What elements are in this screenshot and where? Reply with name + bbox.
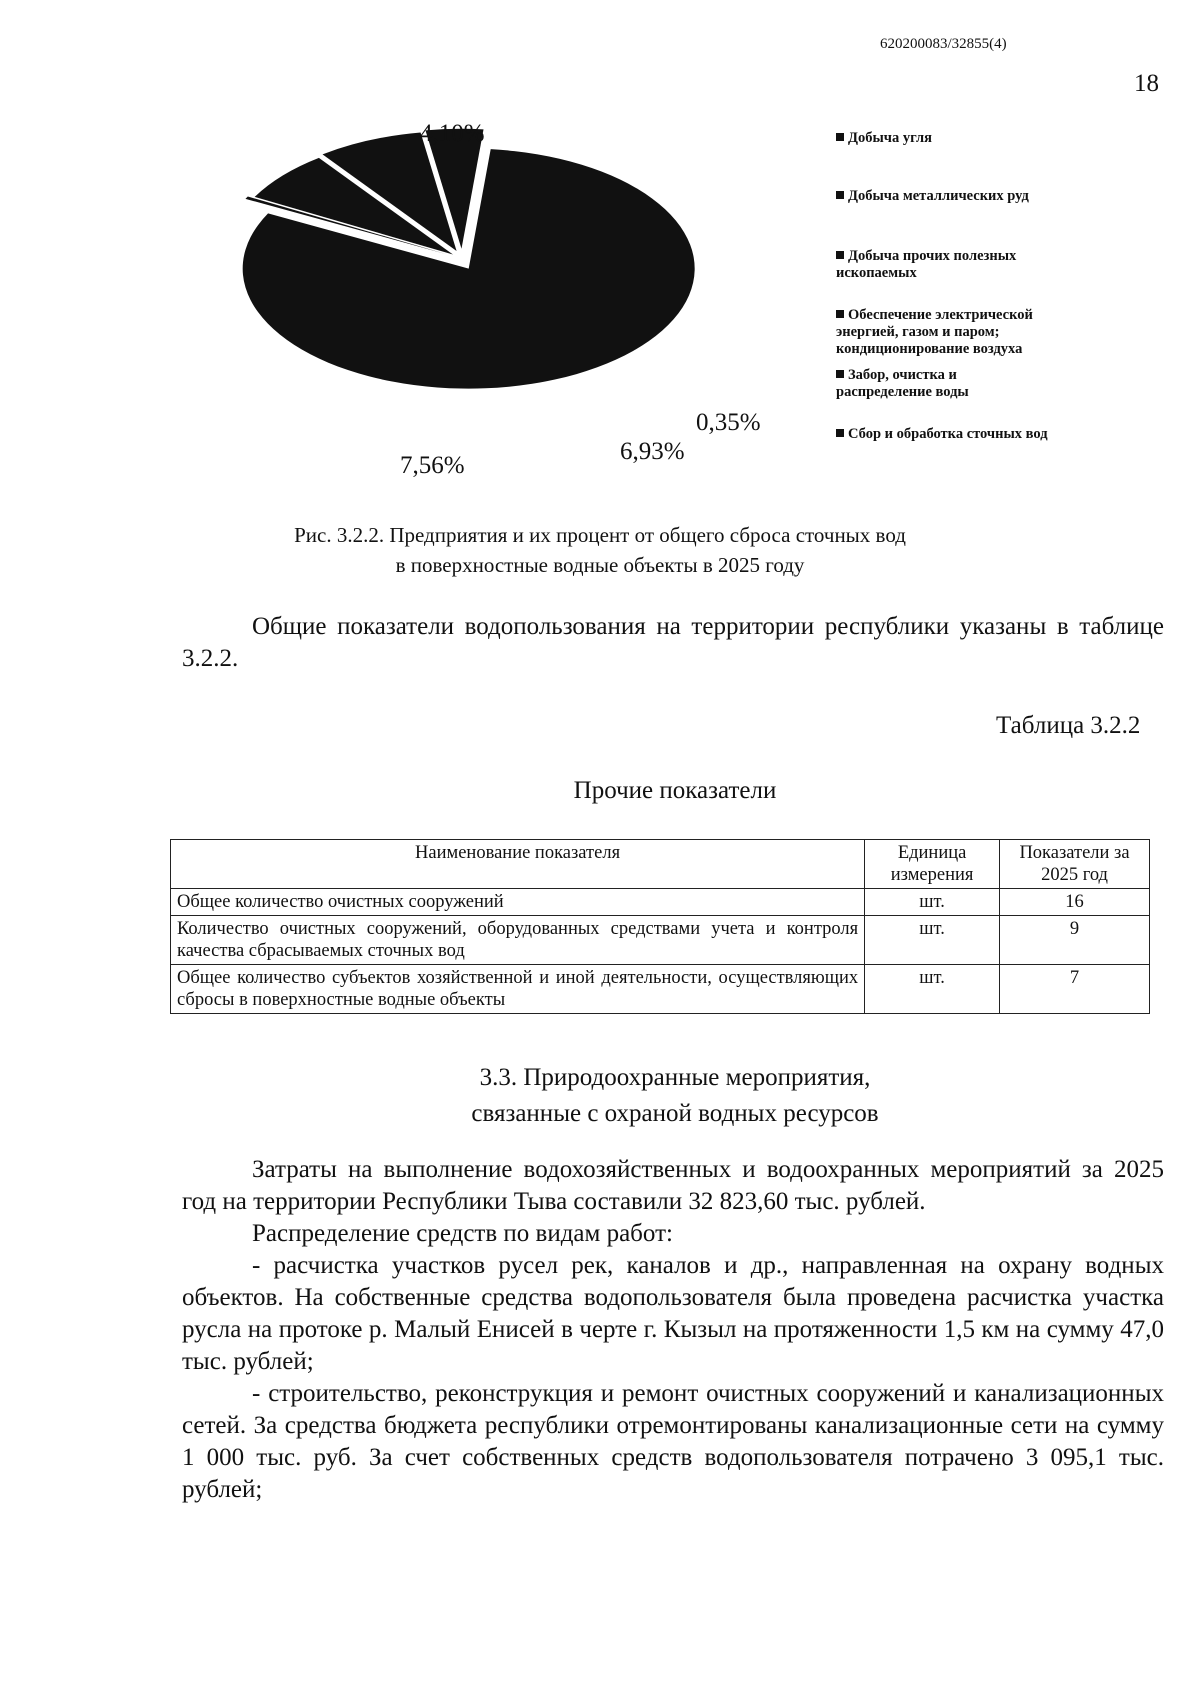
cell-unit: шт. — [865, 965, 1000, 1014]
legend-item-coal — [836, 130, 1106, 147]
section-heading-line-2: связанные с охраной водных ресурсов — [471, 1100, 879, 1127]
cell-value: 16 — [1000, 889, 1150, 916]
legend-item-wastewater — [836, 426, 1106, 443]
table-label: Таблица 3.2.2 — [996, 712, 1141, 739]
legend-label: Добыча прочих полезных ископаемых — [836, 248, 1017, 281]
legend-marker — [836, 251, 844, 259]
header-value: Показатели за 2025 год — [1000, 840, 1150, 889]
intro-paragraph: Общие показатели водопользования на территории республики указаны в таблице 3.2.2. — [182, 613, 1164, 672]
header-unit: Единица измерения — [865, 840, 1000, 889]
data-label-water-supply: 7,56% — [400, 452, 465, 479]
cell-name: Общее количество субъектов хозяйственной и иной деятельности, осуществляющих сбросы в поверхностные водные объекты — [171, 965, 865, 1014]
document-id: 620200083/32855(4) — [880, 36, 1007, 52]
legend-item-other-minerals — [836, 248, 1056, 282]
cell-name: Общее количество очистных сооружений — [171, 889, 865, 916]
paragraph-distribution: Распределение средств по видам работ: — [252, 1220, 673, 1247]
pie-chart — [230, 110, 770, 450]
legend-marker — [836, 370, 844, 378]
legend-label: Обеспечение электрической энергией, газом и паром; кондиционирование воздуха — [836, 307, 1033, 357]
cell-unit: шт. — [865, 916, 1000, 965]
legend-marker — [836, 191, 844, 199]
legend-item-water-supply — [836, 367, 1016, 401]
legend-item-energy — [836, 307, 1091, 358]
legend-marker — [836, 429, 844, 437]
cell-value: 7 — [1000, 965, 1150, 1014]
indicators-table — [170, 839, 1150, 1014]
data-label-other-minerals: 0,35% — [696, 409, 761, 436]
caption-line-1: Рис. 3.2.2. Предприятия и их процент от общего сброса сточных вод — [294, 523, 906, 547]
legend-label: Добыча металлических руд — [848, 188, 1029, 204]
legend-item-metal-ores — [836, 188, 1106, 205]
data-label-energy: 6,93% — [620, 438, 685, 465]
cell-name: Количество очистных сооружений, оборудованных средствами учета и контроля качества сбрасываемых сточных вод — [171, 916, 865, 965]
paragraph-river-clearing: - расчистка участков русел рек, каналов и др., направленная на охрану водных объектов. На собственные средства водопользователя была проведена расчистка участка русла на протоке р. Малый Енисей в черте г. Кызыл на протяженности 1,5 км на сумму 47,0 тыс. рублей; — [182, 1252, 1164, 1375]
paragraph-sewage-repair: - строительство, реконструкция и ремонт очистных сооружений и канализационных сетей. За средства бюджета республики отремонтированы канализационные сети на сумму 1 000 тыс. руб. За счет собственных средств водопользователя потрачено 3 095,1 тыс. рублей; — [182, 1380, 1164, 1503]
legend-label: Сбор и обработка сточных вод — [848, 426, 1048, 442]
data-label-coal: 4,10% — [420, 120, 485, 147]
table-row — [171, 916, 1150, 965]
table-title: Прочие показатели — [573, 777, 777, 804]
cell-value: 9 — [1000, 916, 1150, 965]
section-body — [182, 1154, 1164, 1506]
page-number: 18 — [1134, 70, 1159, 97]
cell-unit: шт. — [865, 889, 1000, 916]
table-row — [171, 889, 1150, 916]
legend-marker — [836, 133, 844, 141]
section-heading-line-1: 3.3. Природоохранные мероприятия, — [479, 1064, 871, 1091]
figure-caption — [200, 520, 1000, 580]
caption-line-2: в поверхностные водные объекты в 2025 году — [395, 553, 805, 577]
header-indicator-name: Наименование показателя — [171, 840, 865, 889]
paragraph-total-costs: Затраты на выполнение водохозяйственных и водоохранных мероприятий за 2025 год на территории Республики Тыва составили 32 823,60 тыс. рублей. — [182, 1156, 1164, 1215]
legend-marker — [836, 310, 844, 318]
table-header-row — [171, 840, 1150, 889]
legend-label: Забор, очистка и распределение воды — [836, 367, 969, 400]
section-heading — [300, 1060, 1050, 1132]
table-row — [171, 965, 1150, 1014]
legend-label: Добыча угля — [848, 130, 932, 146]
